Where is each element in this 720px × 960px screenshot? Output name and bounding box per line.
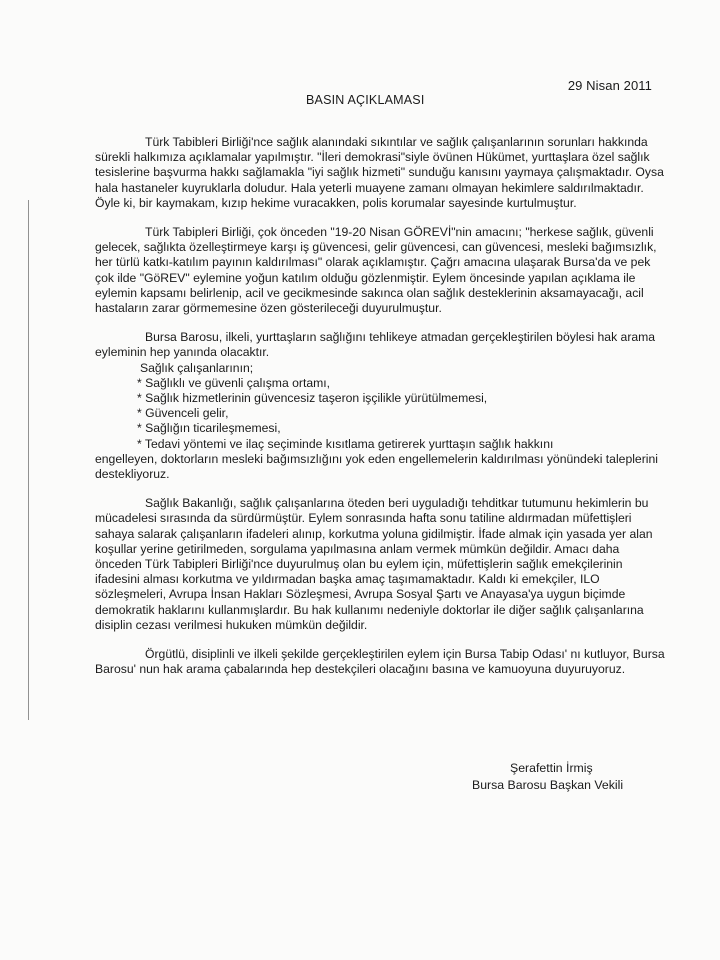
- list-item: * Sağlık hizmetlerinin güvencesiz taşeron işçilikle yürütülmemesi,: [137, 391, 488, 406]
- list-item: * Tedavi yöntemi ve ilaç seçiminde kısıtlama getirerek yurttaşın sağlık hakkını: [137, 436, 554, 451]
- document-date: 29 Nisan 2011: [567, 78, 652, 93]
- paragraph-5: Örgütlü, disiplinli ve ilkeli şekilde gerçekleştirilen eylem için Bursa Tabip Odası' nı kutluyor, Bursa Barosu' nun hak arama çabalarında hep destekçileri olacağını basına ve kamuoyuna duyuruyoruz.: [95, 647, 665, 677]
- signatory-name: Şerafettin İrmiş: [510, 761, 593, 775]
- signatory-position: Bursa Barosu Başkan Vekili: [472, 778, 624, 792]
- paragraph-1: Türk Tabibleri Birliği'nce sağlık alanındaki sıkıntılar ve sağlık çalışanlarının sorunları hakkında sürekli halkımıza açıklamalar yapılmıştır. "İleri demokrasi"siyle övünen Hükümet, yurttaşlara özel sağlık tesislerine başvurma hakkı sağlamakla "iyi sağlık hizmeti" sunduğu kanısını yaymaya çalışmaktadır. Oysa hala hastaneler kuyruklarla doludur. Hala yeterli muayene zamanı olmayan hekimlere saldırılmaktadır. Öyle ki, bir kaymakam, kızıp hekime vuracakken, polis korumalar sayesinde kurtulmuştur.: [95, 135, 664, 210]
- document-body: [95, 135, 665, 692]
- document-title: BASIN AÇIKLAMASI: [306, 93, 425, 107]
- paragraph-3: Bursa Barosu, ilkeli, yurttaşların sağlığını tehlikeye atmadan gerçekleştirilen böylesi hak arama eyleminin hep yanında olacaktır.: [95, 330, 656, 360]
- signature-block: [472, 760, 623, 794]
- demands-list: [95, 376, 665, 452]
- paragraph-4: Sağlık Bakanlığı, sağlık çalışanlarına öteden beri uyguladığı tehditkar tutumunu hekimlerin bu mücadelesi sırasında da sürdürmüştür. Eylem sonrasında hafta sonu tatiline aldırmadan müfettişleri sahaya salarak çalışanların ifadeleri alınıp, korkutma yoluna gidilmiştir. İfade almak için yasada yer alan koşullar yerine getirilmeden, sorgulama yapılmasına anlam vermek mümkün değildir. Amacı daha önceden Türk Tabipleri Birliği'nce duyurulmuş olan bu eylem için, müfettişlerin sağlık emekçilerinin ifadesini alması korkutma ve yıldırmadan başka amaç taşımamaktadır. Kaldı ki emekçiler, ILO sözleşmeleri, Avrupa İnsan Hakları Sözleşmesi, Avrupa Sosyal Şartı ve Anayasa'ya uygun biçimde demokratik haklarını kullanmışlardır. Bu hak kullanımı nedeniyle doktorlar ile diğer sağlık çalışanlarına disiplin cezası verilmesi hukuken mümkün değildir.: [95, 496, 653, 632]
- demands-outro: engelleyen, doktorların mesleki bağımsızlığını yok eden engellemelerin kaldırılması yönündeki taleplerini destekliyoruz.: [95, 451, 658, 482]
- list-item: * Güvenceli gelir,: [137, 406, 229, 421]
- list-item: * Sağlığın ticarileşmemesi,: [137, 421, 281, 436]
- list-item: * Sağlıklı ve güvenli çalışma ortamı,: [137, 375, 331, 390]
- scan-margin-line: [28, 200, 29, 720]
- demands-intro: Sağlık çalışanlarının;: [140, 360, 254, 375]
- paragraph-2: Türk Tabipleri Birliği, çok önceden "19-20 Nisan GÖREVİ"nin amacını; "herkese sağlık, güvenli gelecek, sağlıkta özelleştirmeye karşı iş güvencesi, gelir güvencesi, can güvencesi, mesleki bağımsızlık, her türlü katkı-katılım payının kaldırılması" olarak açıklamıştır. Çağrı amacına ulaşarak Bursa'da ve pek çok ilde "GöREV" eylemine yoğun katılım olduğu gözlenmiştir. Eylem öncesinde yapılan açıklama ile eylemin kapsamı belirlenip, acil ve gecikmesinde sakınca olan sağlık desteklerinin aksamayacağı, acil hastaların zarar görmemesine özen gösterileceği duyurulmuştur.: [95, 225, 657, 316]
